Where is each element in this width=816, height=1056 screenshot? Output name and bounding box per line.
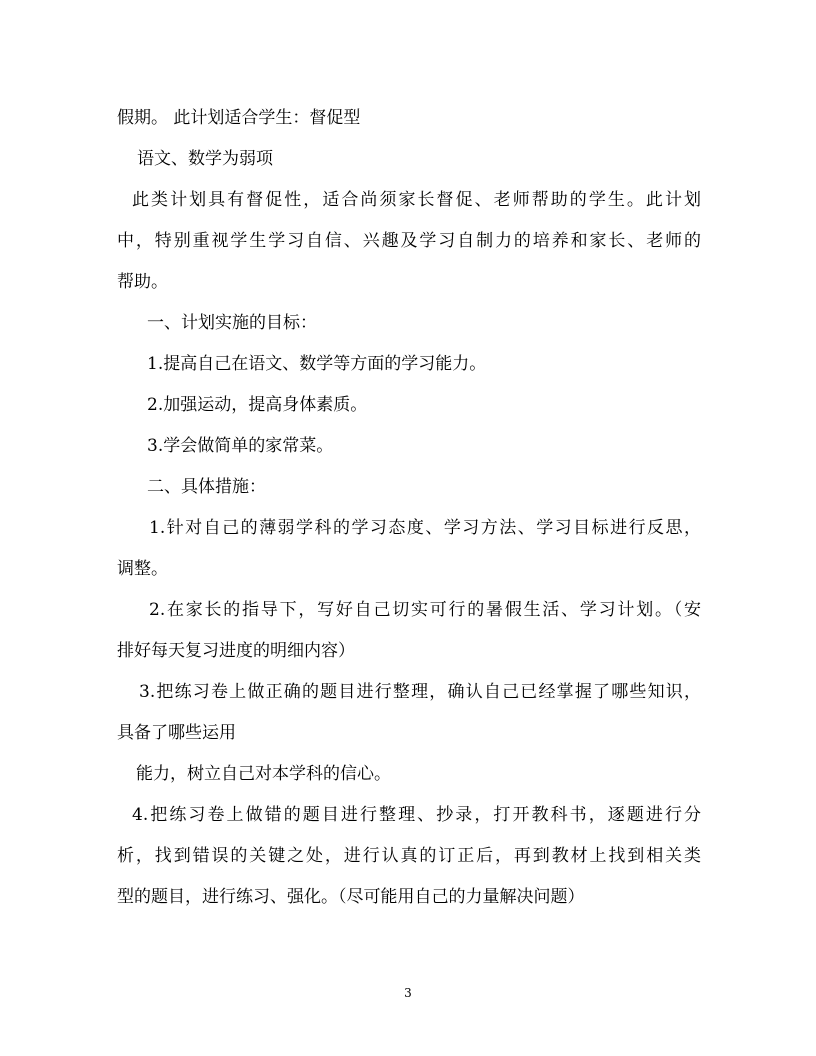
list-item: 2.加强运动，提高身体素质。: [147, 395, 368, 415]
text-line: 中，特别重视学生学习自信、兴趣及学习自制力的培养和家长、老师的: [117, 231, 701, 251]
text-line: 型的题目，进行练习、强化。（尽可能用自己的力量解决问题）: [117, 887, 585, 907]
list-item: 1.提高自己在语文、数学等方面的学习能力。: [147, 354, 487, 374]
list-item: 2.在家长的指导下，写好自己切实可行的暑假生活、学习计划。（安: [149, 600, 701, 620]
text-line: 语文、数学为弱项: [137, 149, 273, 169]
text-line: 调整。: [117, 559, 168, 579]
text-line: 排好每天复习进度的明细内容）: [117, 641, 355, 661]
list-item: 3.学会做简单的家常菜。: [147, 436, 334, 456]
page-number: 3: [404, 986, 412, 1000]
list-item: 3.把练习卷上做正确的题目进行整理，确认自己已经掌握了哪些知识，: [139, 682, 701, 702]
text-line: 假期。 此计划适合学生：督促型: [117, 108, 361, 128]
list-item: 1.针对自己的薄弱学科的学习态度、学习方法、学习目标进行反思，: [149, 518, 701, 538]
text-line: 析，找到错误的关键之处，进行认真的订正后，再到教材上找到相关类: [117, 846, 701, 866]
section-heading: 一、计划实施的目标：: [147, 313, 317, 333]
list-item: 4.把练习卷上做错的题目进行整理、抄录，打开教科书，逐题进行分: [132, 805, 701, 825]
section-heading: 二、具体措施：: [147, 477, 266, 497]
text-line: 具备了哪些运用: [117, 723, 236, 743]
text-line: 此类计划具有督促性，适合尚须家长督促、老师帮助的学生。此计划: [132, 190, 701, 210]
text-line: 能力，树立自己对本学科的信心。: [136, 764, 391, 784]
text-line: 帮助。: [117, 272, 168, 292]
